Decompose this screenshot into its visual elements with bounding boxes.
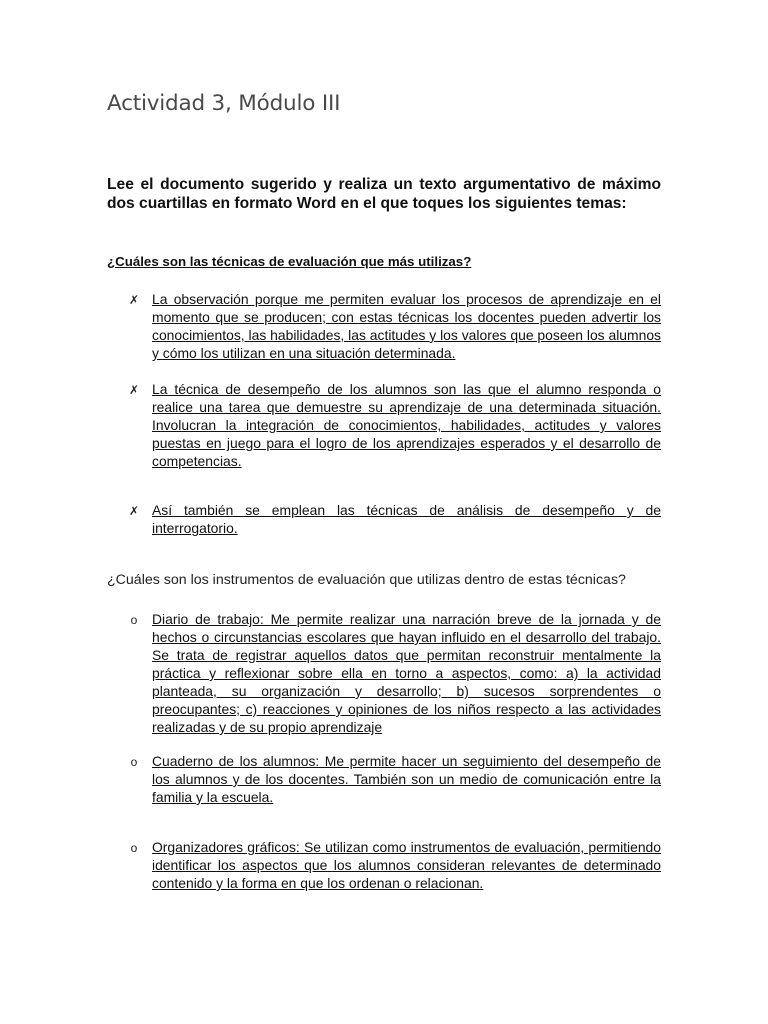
circle-bullet-icon: o	[130, 613, 138, 627]
list-item-text: Organizadores gráficos: Se utilizan como instrumentos de evaluación, permitiendo identificar los aspectos que los alumnos consideran relevantes de determinado contenido y la forma en que los ordenan o relacionan.	[152, 839, 661, 891]
circle-bullet-icon: o	[130, 841, 138, 855]
list-item-text: Diario de trabajo: Me permite realizar una narración breve de la jornada y de hechos o circunstancias escolares que hayan influido en el desarrollo del trabajo. Se trata de registrar aquellos datos que permitan reconstruir mentalmente la práctica y reflexionar sobre ella en torno a aspectos, como: a) la actividad planteada, su organización y desarrollo; b) sucesos sorprendentes o preocupantes; c) reacciones y opiniones de los niños respecto a las actividades realizadas y de su propio aprendizaje	[152, 611, 661, 735]
x-mark-icon: ✗	[128, 293, 140, 307]
x-mark-icon: ✗	[128, 504, 140, 518]
page-title: Actividad 3, Módulo III	[107, 91, 341, 116]
list-item-text: La observación porque me permiten evaluar los procesos de aprendizaje en el momento que se producen; con estas técnicas los docentes pueden advertir los conocimientos, las habilidades, las actitudes y los valores que poseen los alumnos y cómo los utilizan en una situación determinada.	[152, 291, 661, 361]
list-item-text: Cuaderno de los alumnos: Me permite hacer un seguimiento del desempeño de los alumnos y de los docentes. También son un medio de comunicación entre la familia y la escuela.	[152, 753, 661, 805]
question-techniques: ¿Cuáles son las técnicas de evaluación que más utilizas?	[107, 254, 472, 269]
list-item-text: La técnica de desempeño de los alumnos son las que el alumno responda o realice una tarea que demuestre su aprendizaje de una determinada situación. Involucran la integración de conocimientos, habilidades, actitudes y valores puestas en juego para el logro de los aprendizajes esperados y el desarrollo de competencias.	[152, 381, 661, 469]
list-item-text: Así también se emplean las técnicas de análisis de desempeño y de interrogatorio.	[152, 502, 661, 536]
x-mark-icon: ✗	[128, 383, 140, 397]
instructions-paragraph: Lee el documento sugerido y realiza un texto argumentativo de máximo dos cuartillas en formato Word en el que toques los siguientes temas:	[107, 176, 661, 212]
question-instruments: ¿Cuáles son los instrumentos de evaluación que utilizas dentro de estas técnicas?	[107, 572, 626, 588]
circle-bullet-icon: o	[130, 755, 138, 769]
